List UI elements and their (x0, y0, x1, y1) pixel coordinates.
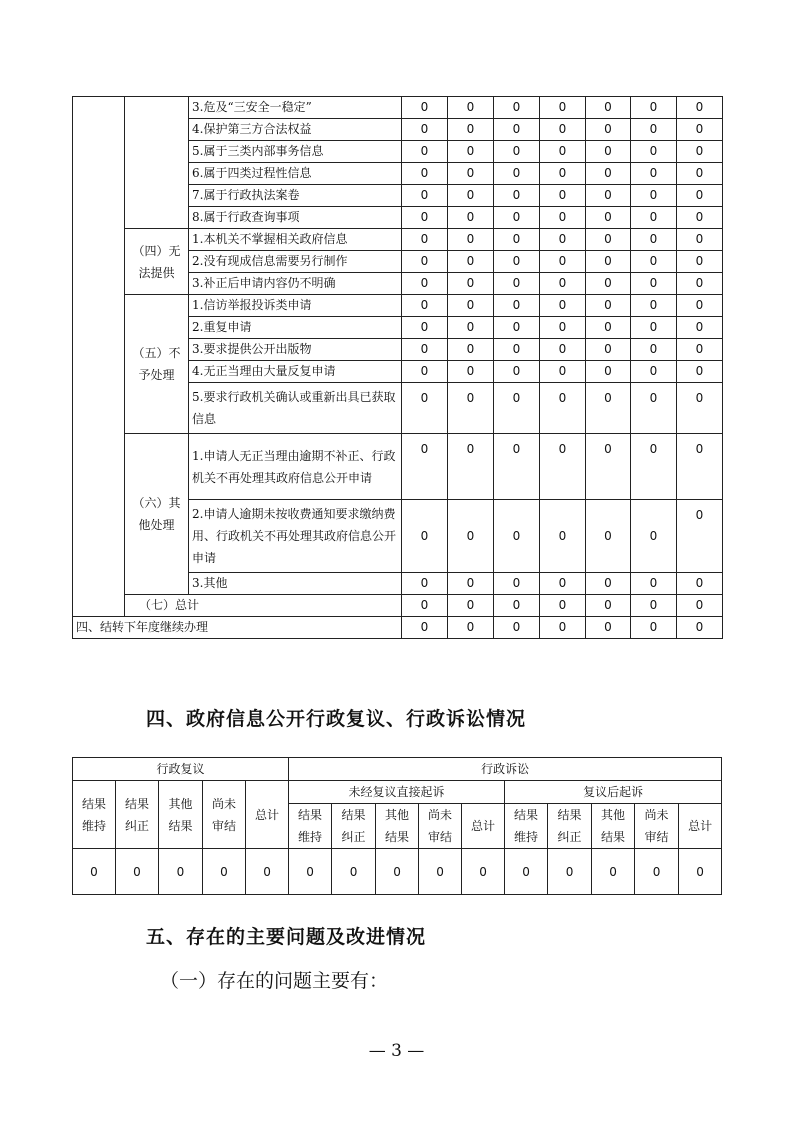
value-cell: 0 (540, 595, 586, 617)
value-cell: 0 (402, 617, 448, 639)
value-cell: 0 (448, 163, 494, 185)
page-number: — 3 — (368, 1041, 425, 1061)
disclosure-results-table (72, 96, 723, 639)
category-cell: （六）其他处理 (125, 434, 189, 595)
value-cell: 0 (631, 573, 677, 595)
direct-col-header: 结果纠正 (332, 804, 376, 849)
value-cell: 0 (462, 849, 505, 895)
value-cell: 0 (631, 383, 677, 434)
value-cell: 0 (631, 207, 677, 229)
direct-col-header: 尚未审结 (419, 804, 462, 849)
review-litigation-table (72, 757, 722, 895)
value-cell: 0 (448, 295, 494, 317)
value-cell: 0 (402, 185, 448, 207)
value-cell: 0 (402, 163, 448, 185)
total-row (73, 595, 723, 617)
value-cell: 0 (677, 339, 723, 361)
value-cell: 0 (402, 339, 448, 361)
review-col-header: 总计 (246, 781, 289, 849)
value-cell: 0 (448, 141, 494, 163)
value-cell: 0 (494, 163, 540, 185)
value-cell: 0 (332, 849, 376, 895)
value-cell: 0 (540, 251, 586, 273)
row-label: 4.无正当理由大量反复申请 (189, 361, 402, 383)
row-label: 1.申请人无正当理由逾期不补正、行政机关不再处理其政府信息公开申请 (189, 434, 402, 500)
review-col-header: 尚未审结 (203, 781, 246, 849)
value-cell: 0 (677, 573, 723, 595)
value-cell: 0 (631, 141, 677, 163)
after-col-header: 结果纠正 (548, 804, 592, 849)
value-cell: 0 (540, 500, 586, 573)
value-cell: 0 (631, 617, 677, 639)
value-cell: 0 (494, 119, 540, 141)
direct-col-header: 其他结果 (376, 804, 419, 849)
value-cell: 0 (540, 229, 586, 251)
value-cell: 0 (540, 119, 586, 141)
value-cell: 0 (586, 229, 631, 251)
problems-paragraph: （一）存在的问题主要有： (160, 970, 389, 992)
row-label: 4.保护第三方合法权益 (189, 119, 402, 141)
row-label: 四、结转下年度继续办理 (73, 617, 402, 639)
value-cell: 0 (494, 383, 540, 434)
value-cell: 0 (677, 500, 723, 573)
table-row (73, 434, 723, 500)
value-cell: 0 (419, 849, 462, 895)
value-cell: 0 (677, 273, 723, 295)
value-cell: 0 (586, 339, 631, 361)
value-cell: 0 (494, 573, 540, 595)
value-cell: 0 (494, 251, 540, 273)
review-col-header: 结果纠正 (116, 781, 159, 849)
value-cell: 0 (540, 141, 586, 163)
after-col-header: 尚未审结 (635, 804, 679, 849)
value-cell: 0 (448, 119, 494, 141)
value-cell: 0 (448, 573, 494, 595)
direct-col-header: 结果维持 (289, 804, 332, 849)
value-cell: 0 (631, 361, 677, 383)
value-cell: 0 (677, 317, 723, 339)
value-cell: 0 (586, 500, 631, 573)
value-cell: 0 (631, 229, 677, 251)
litigation-header: 行政诉讼 (289, 758, 722, 781)
value-cell: 0 (494, 317, 540, 339)
value-cell: 0 (631, 119, 677, 141)
value-cell: 0 (548, 849, 592, 895)
value-cell: 0 (631, 163, 677, 185)
value-cell: 0 (540, 434, 586, 500)
value-cell: 0 (448, 595, 494, 617)
value-cell: 0 (448, 251, 494, 273)
value-cell: 0 (631, 273, 677, 295)
value-cell: 0 (677, 97, 723, 119)
value-cell: 0 (631, 97, 677, 119)
value-cell: 0 (586, 163, 631, 185)
value-cell: 0 (677, 119, 723, 141)
table-row (73, 97, 723, 119)
value-cell: 0 (586, 251, 631, 273)
value-cell: 0 (402, 273, 448, 295)
value-cell: 0 (494, 229, 540, 251)
value-cell: 0 (540, 317, 586, 339)
value-cell: 0 (448, 317, 494, 339)
row-label: 3.其他 (189, 573, 402, 595)
row-label: 3.要求提供公开出版物 (189, 339, 402, 361)
section-5-title: 五、存在的主要问题及改进情况 (146, 926, 427, 948)
value-cell: 0 (631, 317, 677, 339)
value-cell: 0 (540, 163, 586, 185)
value-cell: 0 (540, 383, 586, 434)
value-cell: 0 (540, 617, 586, 639)
value-cell: 0 (677, 361, 723, 383)
row-label: 3.补正后申请内容仍不明确 (189, 273, 402, 295)
value-cell: 0 (586, 273, 631, 295)
value-cell: 0 (586, 141, 631, 163)
value-cell: 0 (402, 119, 448, 141)
category-cell: （五）不予处理 (125, 295, 189, 434)
spanning-cell (125, 97, 189, 229)
value-cell: 0 (402, 97, 448, 119)
value-cell: 0 (631, 595, 677, 617)
row-label: （七）总计 (125, 595, 402, 617)
value-cell: 0 (73, 849, 116, 895)
value-cell: 0 (586, 295, 631, 317)
after-col-header: 其他结果 (592, 804, 635, 849)
value-cell: 0 (540, 97, 586, 119)
direct-col-header: 总计 (462, 804, 505, 849)
value-cell: 0 (494, 141, 540, 163)
row-label: 3.危及“三安全一稳定” (189, 97, 402, 119)
value-cell: 0 (448, 361, 494, 383)
value-cell: 0 (402, 317, 448, 339)
value-cell: 0 (540, 207, 586, 229)
value-cell: 0 (586, 617, 631, 639)
value-cell: 0 (679, 849, 722, 895)
value-cell: 0 (586, 361, 631, 383)
carry-over-row (73, 617, 723, 639)
value-cell: 0 (677, 251, 723, 273)
value-cell: 0 (677, 185, 723, 207)
value-cell: 0 (494, 273, 540, 295)
value-cell: 0 (631, 434, 677, 500)
value-cell: 0 (540, 573, 586, 595)
value-cell: 0 (448, 273, 494, 295)
value-cell: 0 (448, 97, 494, 119)
row-label: 6.属于四类过程性信息 (189, 163, 402, 185)
value-cell: 0 (586, 573, 631, 595)
value-cell: 0 (635, 849, 679, 895)
value-cell: 0 (116, 849, 159, 895)
value-cell: 0 (631, 295, 677, 317)
value-cell: 0 (677, 141, 723, 163)
review-header: 行政复议 (73, 758, 289, 781)
value-cell: 0 (677, 229, 723, 251)
value-cell: 0 (677, 383, 723, 434)
value-cell: 0 (586, 185, 631, 207)
value-cell: 0 (402, 141, 448, 163)
row-label: 2.重复申请 (189, 317, 402, 339)
value-cell: 0 (631, 339, 677, 361)
value-cell: 0 (402, 434, 448, 500)
value-cell: 0 (494, 434, 540, 500)
review-col-header: 结果维持 (73, 781, 116, 849)
value-cell: 0 (540, 361, 586, 383)
value-cell: 0 (448, 500, 494, 573)
row-label: 1.信访举报投诉类申请 (189, 295, 402, 317)
spanning-cell (73, 97, 125, 617)
review-col-header: 其他结果 (159, 781, 203, 849)
after-col-header: 总计 (679, 804, 722, 849)
value-cell: 0 (540, 339, 586, 361)
row-label: 1.本机关不掌握相关政府信息 (189, 229, 402, 251)
value-cell: 0 (677, 207, 723, 229)
value-cell: 0 (448, 383, 494, 434)
value-cell: 0 (402, 229, 448, 251)
value-cell: 0 (448, 339, 494, 361)
value-cell: 0 (402, 361, 448, 383)
value-cell: 0 (448, 207, 494, 229)
value-cell: 0 (677, 163, 723, 185)
value-cell: 0 (494, 339, 540, 361)
value-cell: 0 (402, 500, 448, 573)
value-cell: 0 (677, 434, 723, 500)
section-4-title: 四、政府信息公开行政复议、行政诉讼情况 (146, 708, 527, 730)
after-header: 复议后起诉 (505, 781, 722, 804)
row-label: 2.申请人逾期未按收费通知要求缴纳费用、行政机关不再处理其政府信息公开申请 (189, 500, 402, 573)
value-cell: 0 (540, 295, 586, 317)
row-label: 5.要求行政机关确认或重新出具已获取信息 (189, 383, 402, 434)
value-cell: 0 (494, 295, 540, 317)
value-cell: 0 (494, 207, 540, 229)
value-cell: 0 (246, 849, 289, 895)
value-cell: 0 (203, 849, 246, 895)
value-cell: 0 (586, 595, 631, 617)
value-cell: 0 (494, 500, 540, 573)
value-cell: 0 (494, 185, 540, 207)
value-cell: 0 (448, 229, 494, 251)
value-cell: 0 (592, 849, 635, 895)
row-label: 7.属于行政执法案卷 (189, 185, 402, 207)
value-cell: 0 (159, 849, 203, 895)
direct-header: 未经复议直接起诉 (289, 781, 505, 804)
value-cell: 0 (448, 185, 494, 207)
value-cell: 0 (376, 849, 419, 895)
value-cell: 0 (677, 595, 723, 617)
value-cell: 0 (448, 434, 494, 500)
value-cell: 0 (402, 295, 448, 317)
value-cell: 0 (402, 251, 448, 273)
value-cell: 0 (677, 617, 723, 639)
value-cell: 0 (540, 273, 586, 295)
value-cell: 0 (494, 361, 540, 383)
value-cell: 0 (586, 207, 631, 229)
value-cell: 0 (586, 119, 631, 141)
value-cell: 0 (494, 97, 540, 119)
value-cell: 0 (289, 849, 332, 895)
after-col-header: 结果维持 (505, 804, 548, 849)
value-cell: 0 (402, 207, 448, 229)
table-row (73, 229, 723, 251)
value-cell: 0 (631, 185, 677, 207)
row-label: 8.属于行政查询事项 (189, 207, 402, 229)
row-label: 2.没有现成信息需要另行制作 (189, 251, 402, 273)
value-cell: 0 (494, 595, 540, 617)
value-cell: 0 (402, 595, 448, 617)
value-cell: 0 (494, 617, 540, 639)
value-cell: 0 (586, 383, 631, 434)
value-cell: 0 (631, 251, 677, 273)
value-cell: 0 (631, 500, 677, 573)
row-label: 5.属于三类内部事务信息 (189, 141, 402, 163)
value-cell: 0 (586, 97, 631, 119)
value-cell: 0 (402, 383, 448, 434)
value-cell: 0 (448, 617, 494, 639)
category-cell: （四）无法提供 (125, 229, 189, 295)
value-cell: 0 (505, 849, 548, 895)
value-cell: 0 (586, 434, 631, 500)
table-row (73, 295, 723, 317)
value-cell: 0 (540, 185, 586, 207)
value-cell: 0 (402, 573, 448, 595)
value-cell: 0 (677, 295, 723, 317)
value-cell: 0 (586, 317, 631, 339)
